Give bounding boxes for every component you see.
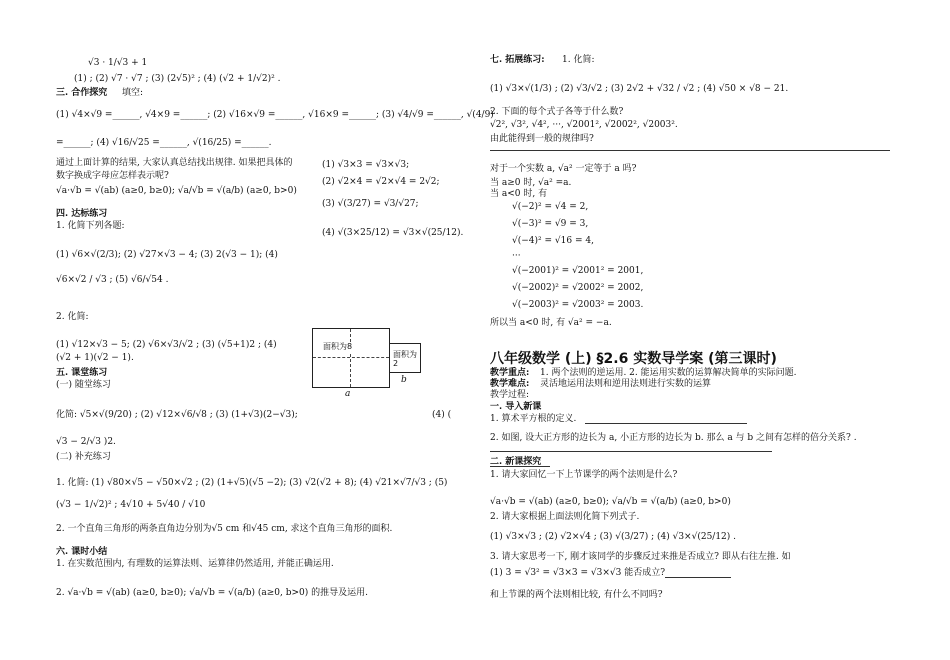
calc-line: ··· — [512, 251, 521, 261]
text-line: 所以当 a<0 时, 有 √a² = −a. — [490, 318, 612, 328]
rule-example-4: (4) √(3×25/12) = √3×√(25/12). — [322, 228, 464, 238]
rule-example-2: (2) √2×4 = √2×√4 = 2√2; — [322, 177, 440, 187]
section-heading-3: 三. 合作探究 — [56, 88, 108, 98]
sub-heading: (二) 补充练习 — [56, 452, 111, 462]
underline — [490, 466, 550, 467]
section-heading-new-2: 二. 新课探究 — [490, 457, 542, 467]
section-heading-6: 六. 课时小结 — [56, 547, 108, 557]
text-line: 2. √a·√b = √(ab) (a≥0, b≥0); √a/√b = √(a/b) (a≥0, b>0) 的推导及运用. — [56, 588, 369, 598]
text-line: 1. 算术平方根的定义. — [490, 414, 577, 424]
fill-line-2: =______; (4) √16/√25 =______, √(16/25) =______. — [56, 138, 272, 148]
text-line: 对于一个实数 a, √a² 一定等于 a 吗? — [490, 164, 637, 174]
text-line: 由此能得到一般的规律吗? — [490, 134, 594, 144]
small-square — [389, 343, 421, 373]
rule-formula: √a·√b = √(ab) (a≥0, b≥0); √a/√b = √(a/b) (a≥0, b>0) — [490, 497, 731, 507]
small-square-label: 面积为2 — [393, 350, 417, 368]
label-b: b — [401, 375, 407, 385]
text-line: 1. 在实数范围内, 有理数的运算法则、运算律仍然适用, 并能正确运用. — [56, 559, 334, 569]
text-line: 2. 请大家根据上面法则化简下列式子. — [490, 512, 640, 522]
calc-line: √(−2)² = √4 = 2, — [512, 202, 589, 212]
lesson-title: 八年级数学 (上) §2.6 实数导学案 (第三课时) — [490, 351, 777, 367]
rule-example-1: (1) √3×3 = √3×√3; — [322, 160, 410, 170]
text-line: 教学过程: — [490, 390, 530, 400]
divider — [490, 150, 890, 151]
difficulty-text: 灵活地运用法则和逆用法则进行实数的运算 — [540, 379, 712, 389]
calc-line: √(−4)² = √16 = 4, — [512, 236, 594, 246]
problem-line: (1) √6×√(2/3); (2) √27×√3 − 4; (3) 2(√3 − 1); (4) — [56, 250, 278, 260]
section-heading-7: 七. 拓展练习: — [490, 55, 545, 65]
expr-1: √3 · 1/√3 + 1 — [88, 58, 148, 68]
key-point-label: 教学重点: — [490, 368, 530, 378]
fill-label: 填空: — [122, 88, 144, 98]
text-line: 2. 下面的每个式子各等于什么数? — [490, 107, 624, 117]
sub-heading: (一) 随堂练习 — [56, 380, 111, 390]
problem-line: √3 − 2/√3 )2. — [56, 437, 116, 447]
dashed-line — [313, 357, 389, 358]
text-line: 和上节课的两个法则相比较, 有什么不同吗? — [490, 590, 663, 600]
section-heading-4: 四. 达标练习 — [56, 209, 108, 219]
text-line: 3. 请大家思考一下, 刚才该同学的步骤反过来推是否成立? 即从右往左推. 如 — [490, 552, 791, 562]
problem-line: (1) √12×√3 − 5; (2) √6×√3/√2 ; (3) (√5+1)2 ; (4) — [56, 340, 277, 350]
calc-line: √(−2003)² = √2003² = 2003. — [512, 300, 644, 310]
problem-line: 1. 化简: (1) √80×√5 − √50×√2 ; (2) (1+√5)(√5 −2); (3) √2(√2 + 8); (4) √21×√7/√3 ; (5) — [56, 478, 448, 488]
rule-formula: √a·√b = √(ab) (a≥0, b≥0); √a/√b = √(a/b) (a≥0, b>0) — [56, 186, 297, 196]
text-line: (1) 3 = √3² = √3×3 = √3×√3 能否成立? — [490, 568, 666, 578]
problem-line: (√3 − 1/√2)² ; 4√10 + 5√40 / √10 — [56, 500, 206, 510]
text-line: 当 a≥0 时, √a² =a. — [490, 178, 572, 188]
fill-line-1: (1) √4×√9 =______, √4×9 =______; (2) √16×√9 =______, √16×9 =______; (3) √4/√9 =______, √(4/9) — [56, 110, 494, 120]
label-a: a — [345, 389, 351, 399]
text-line: 1. 化简下列各题: — [56, 221, 125, 231]
answer-blank — [490, 451, 772, 452]
section-heading-new-1: 一. 导入新课 — [490, 402, 542, 412]
problem-line: (1) ; (2) √7 · √7 ; (3) (2√5)² ; (4) (√2 + 1/√2)² . — [74, 74, 281, 84]
text-line: 2. 化简: — [56, 312, 89, 322]
big-square-label: 面积为8 — [323, 342, 353, 351]
problem-line: √6×√2 / √3 ; (5) √6/√54 . — [56, 275, 169, 285]
problem-line: 化简: √5×√(9/20) ; (2) √12×√6/√8 ; (3) (1+√3)(2−√3); — [56, 410, 298, 420]
big-square — [312, 328, 390, 388]
rule-example-3: (3) √(3/27) = √3/√27; — [322, 199, 419, 209]
problem-line: (1) √3×√3 ; (2) √2×√4 ; (3) √(3/27) ; (4) √3×√(25/12) . — [490, 532, 737, 542]
calc-line: √(−2001)² = √2001² = 2001, — [512, 266, 644, 276]
answer-blank — [585, 423, 747, 424]
text-line: 数字换成字母应怎样表示呢? — [56, 171, 169, 181]
problem-line: (√2 + 1)(√2 − 1). — [56, 353, 134, 363]
dashed-line — [350, 329, 351, 387]
section-heading-5: 五. 课堂练习 — [56, 368, 108, 378]
problem-line: 2. 一个直角三角形的两条直角边分别为√5 cm 和√45 cm, 求这个直角三角形的面积. — [56, 524, 393, 534]
text-line: 当 a<0 时, 有 — [490, 189, 548, 199]
calc-line: √(−3)² = √9 = 3, — [512, 219, 589, 229]
problem-line: (1) √3×√(1/3) ; (2) √3/√2 ; (3) 2√2 + √32 / √2 ; (4) √50 × √8 − 21. — [490, 84, 789, 94]
text-line: 1. 请大家回忆一下上节课学的两个法则是什么? — [490, 470, 678, 480]
text-line: 2. 如图, 设大正方形的边长为 a, 小正方形的边长为 b. 那么 a 与 b 之间有怎样的倍分关系? . — [490, 433, 857, 443]
difficulty-label: 教学难点: — [490, 379, 530, 389]
key-point-text: 1. 两个法则的逆运用. 2. 能运用实数的运算解决简单的实际问题. — [540, 368, 797, 378]
text-line: 通过上面计算的结果, 大家认真总结找出规律. 如果把具体的 — [56, 158, 293, 168]
calc-line: √(−2002)² = √2002² = 2002, — [512, 283, 644, 293]
text-line: √2², √3², √4², ···, √2001², √2002², √2003². — [490, 120, 678, 130]
problem-line-tail: (4) ( — [432, 410, 452, 420]
answer-blank — [665, 577, 731, 578]
text-line: 1. 化简: — [562, 55, 595, 65]
